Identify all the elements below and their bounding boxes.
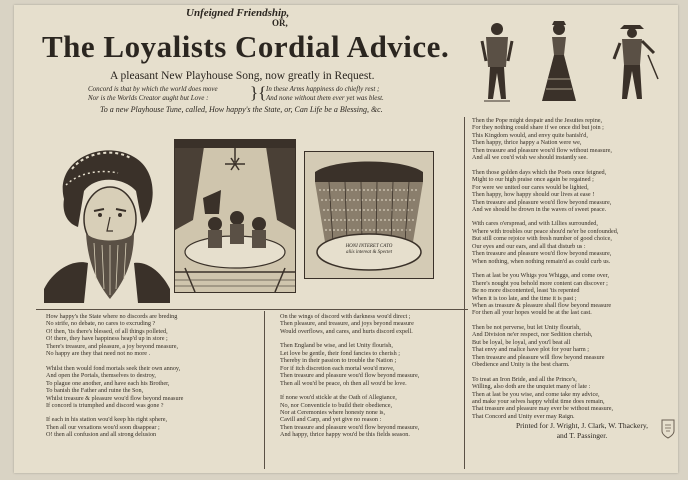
verse-line: Then treasure and pleasure wou'd flow beyond measure,: [280, 372, 420, 380]
verse-line: For they nothing could share if we once did but join ;: [472, 124, 604, 132]
verse-column-3: [472, 117, 674, 420]
stanza: [280, 342, 484, 387]
verse-line: Then pleasure, and treasure, and joys beyond measure: [280, 320, 414, 328]
printer-imprint: [502, 421, 662, 441]
verse-line: There's nought you behold more content can discover ;: [472, 279, 608, 287]
stanza: [472, 324, 674, 369]
verse-line: Whilst treasure & pleasure wou'd flow beyond measure: [46, 394, 184, 402]
verse-line: Willing, also doth are the unquiet many of late :: [472, 383, 591, 391]
verse-line: Thereby in their passion to trouble the Nation ;: [280, 357, 397, 365]
verse-line: If each in his station wou'd keep his right sphere,: [46, 416, 168, 424]
verse-line: Then those golden days which the Poets once feigned,: [472, 168, 607, 176]
tavern-scene-woodcut: [174, 139, 296, 293]
verse-line: When nothing, when nothing remain'd as could curb us.: [472, 257, 611, 265]
brace-ornament: }{: [250, 83, 267, 102]
verse-line: O! there, they have happiness heap'd up in store ;: [46, 335, 168, 343]
verse-line: Then treasure and pleasure will flow beyond measure: [472, 353, 605, 361]
stanza: [46, 313, 280, 358]
stanza: [472, 272, 674, 317]
broadside-sheet: [14, 5, 678, 473]
verse-line: Nor at Ceremonies where honesty none is,: [280, 408, 385, 416]
pretitle: Unfeigned Friendship,: [186, 7, 290, 19]
verse-line: With cares o'erspread, and with Lillies surrounded,: [472, 220, 598, 228]
verse-line: Then at last be you wise, and come take my advice,: [472, 390, 600, 398]
verse-line: But be loyal, be loyal, and you'l beat all: [472, 338, 571, 346]
verse-line: And we should be drown in the waves of sweet peace.: [472, 205, 607, 213]
verse-line: Would overflows, and cares, and hurts discord expell.: [280, 327, 413, 335]
verse-line: That treasure and pleasure may ever be without measure,: [472, 405, 614, 413]
library-stamp-icon: [661, 419, 675, 444]
portrait-woodcut: [44, 139, 170, 303]
verse-line: Then treasure and pleasure wou'd flow beyond measure,: [280, 423, 420, 431]
verse-line: That envy and malice have plot for your harm ;: [472, 346, 590, 354]
verse-line: Let love be gentle, their fond fancies to cherish ;: [280, 349, 400, 357]
verse-line: Then happy, how happy should our lives at ease !: [472, 191, 595, 199]
verse-line: Then be not perverse, but let Unity flourish,: [472, 323, 581, 331]
stanza: [472, 376, 674, 421]
verse-line: Whilst then would fond mortals seek their own annoy,: [46, 364, 181, 372]
verse-line: Then treasure and pleasure wou'd flow without measure,: [472, 146, 612, 154]
verse-line: O! then, 'tis there's blessed, of all things polleted,: [46, 327, 168, 335]
epigraph-right-1: In these Arms happiness do chiefly rest ;: [266, 85, 380, 93]
epigraph-right-2: And none without them ever yet was blest.: [266, 94, 384, 102]
stanza: [280, 394, 484, 439]
verse-line: Cavill and Carp, and yet give no reason :: [280, 416, 382, 424]
verse-column-1: [46, 313, 280, 446]
verse-line: O! then all confusion and all strong delusion: [46, 431, 157, 439]
standing-gallant-woodcut: [608, 19, 660, 112]
verse-line: For were we united our cares would be lighted,: [472, 183, 589, 191]
verse-line: When as treasure & pleasure shall flow beyond measure: [472, 301, 612, 309]
verse-line: This Kingdom would, and envy quite banish'd,: [472, 131, 588, 139]
verse-line: Then the Pope might despair and the Jesuites repine,: [472, 117, 603, 124]
printer-line-1: Printed for J. Wright, J. Clark, W. Thackery,: [515, 421, 649, 430]
verse-line: That Concord and Unity ever may Raign.: [472, 412, 575, 420]
verse-line: Then treasure and pleasure wou'd flow beyond measure,: [472, 198, 612, 206]
verse-line: And happy, thrice happy wou'd be this fields season.: [280, 431, 410, 439]
verse-line: For then all your hopes would be at the last cast.: [472, 309, 592, 317]
verse-line: But still come rejoice with fresh number of good choice,: [472, 235, 612, 243]
verse-line: When it is too late, and the time it is past ;: [472, 294, 577, 302]
verse-line: Obedience and Unity is the best charm.: [472, 361, 570, 369]
verse-line: On the wings of discord with darkness wou'd direct ;: [280, 313, 411, 320]
verse-line: No strife, no debate, no cares to excruding ?: [46, 320, 156, 328]
verse-line: No, nor Conventicle to build their obedience,: [280, 401, 393, 409]
stanza: [46, 416, 280, 438]
verse-column-2: [280, 313, 484, 446]
verse-line: Then at last be you Whigs you Whiggs, and come over,: [472, 272, 609, 280]
stanza: [472, 220, 674, 265]
verse-line: And Division ne'er respect, nor Sedition cherish,: [472, 331, 593, 339]
standing-woman-woodcut: [538, 19, 580, 112]
verse-line: If none wou'd stickle at the Oath of Allegiance,: [280, 394, 397, 402]
verse-line: To treat an Iron Bride, and all the Prince's,: [472, 375, 577, 383]
verse-line: Then all our vexations wou'd soon disappear ;: [46, 423, 160, 431]
theatre-woodcut: [304, 151, 434, 279]
or-word: OR,: [272, 18, 288, 28]
stanza: [472, 117, 674, 162]
verse-line: Then happy, thrice happy a Nation were we,: [472, 139, 582, 147]
verse-line: For if itch discretion each mortal wou'd move,: [280, 364, 395, 372]
verse-line: Then all wou'd be peace, oh then all wou'd be love.: [280, 379, 407, 387]
stanza: [46, 365, 280, 410]
epigraph-left-1: Concord is that by which the world does move: [88, 85, 218, 93]
printer-line-2: and T. Passinger.: [556, 431, 608, 440]
standing-man-woodcut: [476, 19, 518, 112]
tune-line: To a new Playhouse Tune, called, How happy's the State, or, Can Life be a Blessing, &c.: [100, 105, 383, 114]
verse-line: No happy are they that need not no more .: [46, 350, 151, 358]
epigraph-left-2: Nor is the Worlds Creator aught but Love :: [88, 94, 209, 102]
verse-line: Be no more discontented, least 'tis repented: [472, 287, 580, 295]
verse-line: Where with troubles our peace shou'd ne'er be confounded,: [472, 227, 619, 235]
verse-line: And open the Portals, themselves to destroy,: [46, 372, 156, 380]
verse-line: To plague one another, and have each his Brother,: [46, 379, 170, 387]
verse-line: If concord is triumphed and discord was gone ?: [46, 401, 164, 409]
verse-line: And all we cou'd wish we should instantly see.: [472, 154, 588, 162]
verse-line: Then treasure and pleasure wou'd flow beyond measure,: [472, 250, 612, 258]
theatre-sign: HONI INTERET CATO aliis intereat & Spectet: [345, 244, 393, 255]
verse-line: Our eyes and our ears, and all that disturb us :: [472, 242, 586, 250]
stanza: [472, 169, 674, 214]
verse-line: There's treasure, and pleasure, a joy beyond measure,: [46, 342, 179, 350]
verse-line: How happy's the State where no discords are breding: [46, 313, 178, 320]
verse-line: and make your selves happy whilst time does remain,: [472, 397, 605, 405]
section-divider: [36, 309, 468, 310]
subtitle: A pleasant New Playhouse Song, now greatly in Request.: [110, 70, 375, 82]
page-title: The Loyalists Cordial Advice.: [42, 29, 450, 64]
verse-line: Might to our high praise once again be regained ;: [472, 176, 594, 184]
verse-line: To banish the Father and ruine the Son,: [46, 387, 144, 395]
stanza: [280, 313, 484, 335]
verse-line: Then England be wise, and let Unity flourish,: [280, 342, 393, 350]
